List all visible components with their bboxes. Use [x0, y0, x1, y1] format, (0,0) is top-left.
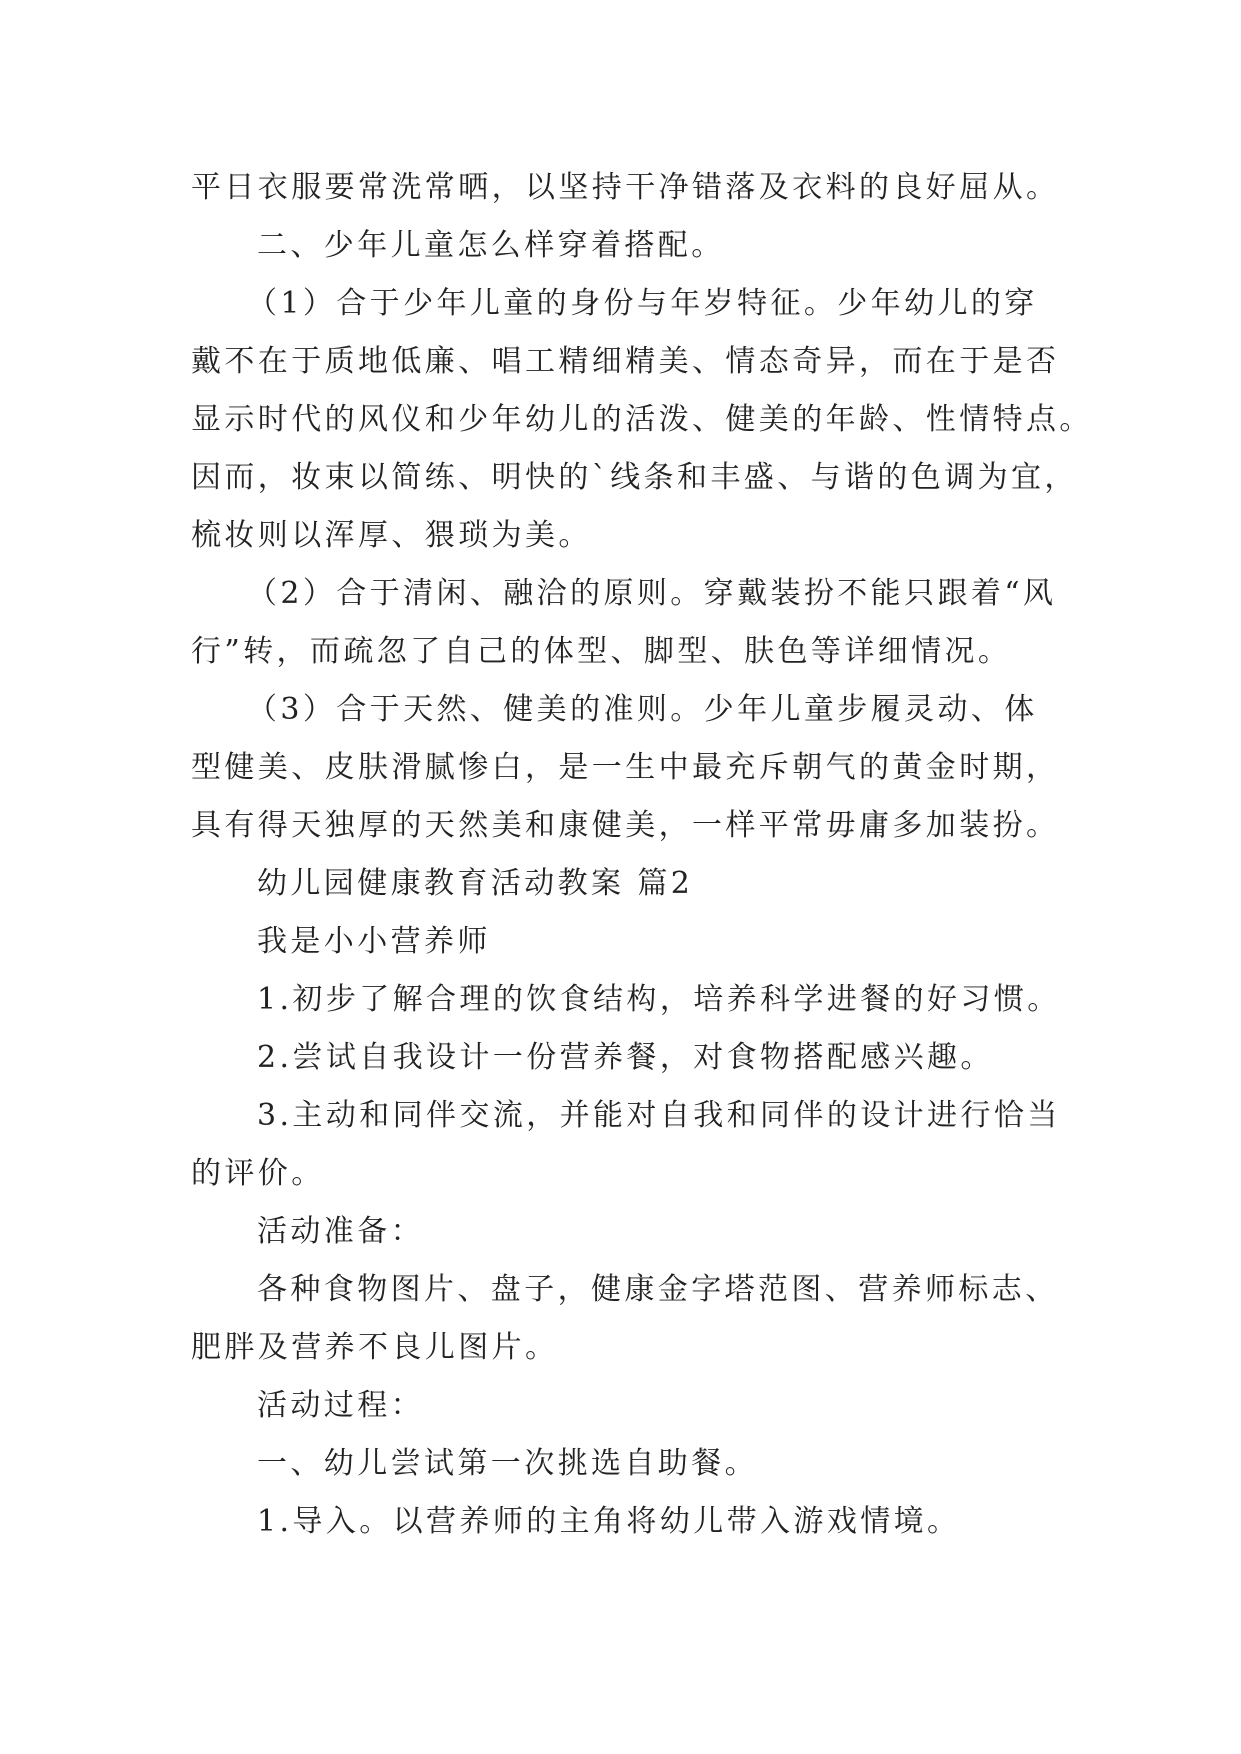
- text-line: 3.主动和同伴交流，并能对自我和同伴的设计进行恰当: [257, 1098, 1061, 1133]
- text-line: 1.导入。以营养师的主角将幼儿带入游戏情境。: [257, 1504, 961, 1539]
- text-line: 一、幼儿尝试第一次挑选自助餐。: [257, 1446, 758, 1481]
- text-line: 行”转，而疏忽了自己的体型、脚型、肤色等详细情况。: [191, 634, 1012, 669]
- text-line: 各种食物图片、盘子，健康金字塔范图、营养师标志、: [257, 1272, 1059, 1307]
- section-heading: 二、少年儿童怎么样穿着搭配。: [257, 228, 725, 263]
- text-line: （3）合于天然、健美的准则。少年儿童步履灵动、体: [247, 692, 1038, 727]
- section-heading: 活动准备：: [257, 1214, 424, 1249]
- text-line: 型健美、皮肤滑腻惨白，是一生中最充斥朝气的黄金时期，: [191, 750, 1060, 785]
- text-line: 1.初步了解合理的饮食结构，培养科学进餐的好习惯。: [257, 982, 1061, 1017]
- text-line: 戴不在于质地低廉、唱工精细精美、情态奇异，而在于是否: [191, 344, 1060, 379]
- section-heading: 幼儿园健康教育活动教案 篇2: [257, 866, 694, 901]
- section-heading: 活动过程：: [257, 1388, 424, 1423]
- text-line: 2.尝试自我设计一份营养餐，对食物搭配感兴趣。: [257, 1040, 994, 1075]
- text-line: 平日衣服要常洗常晒，以坚持干净错落及衣料的良好屈从。: [191, 170, 1060, 205]
- text-line: 具有得天独厚的天然美和康健美，一样平常毋庸多加装扮。: [191, 808, 1060, 843]
- text-line: 显示时代的风仪和少年幼儿的活泼、健美的年龄、性情特点。: [191, 402, 1093, 437]
- text-line: （1）合于少年儿童的身份与年岁特征。少年幼儿的穿: [247, 286, 1038, 321]
- text-line: 因而，妆束以简练、明快的`线条和丰盛、与谐的色调为宜，: [191, 460, 1078, 495]
- text-line: 梳妆则以浑厚、猥琐为美。: [191, 518, 592, 553]
- activity-title: 我是小小营养师: [257, 924, 491, 959]
- text-line: （2）合于清闲、融洽的原则。穿戴装扮不能只跟着“风: [247, 576, 1057, 611]
- text-line: 肥胖及营养不良儿图片。: [191, 1330, 559, 1365]
- text-line: 的评价。: [191, 1156, 325, 1191]
